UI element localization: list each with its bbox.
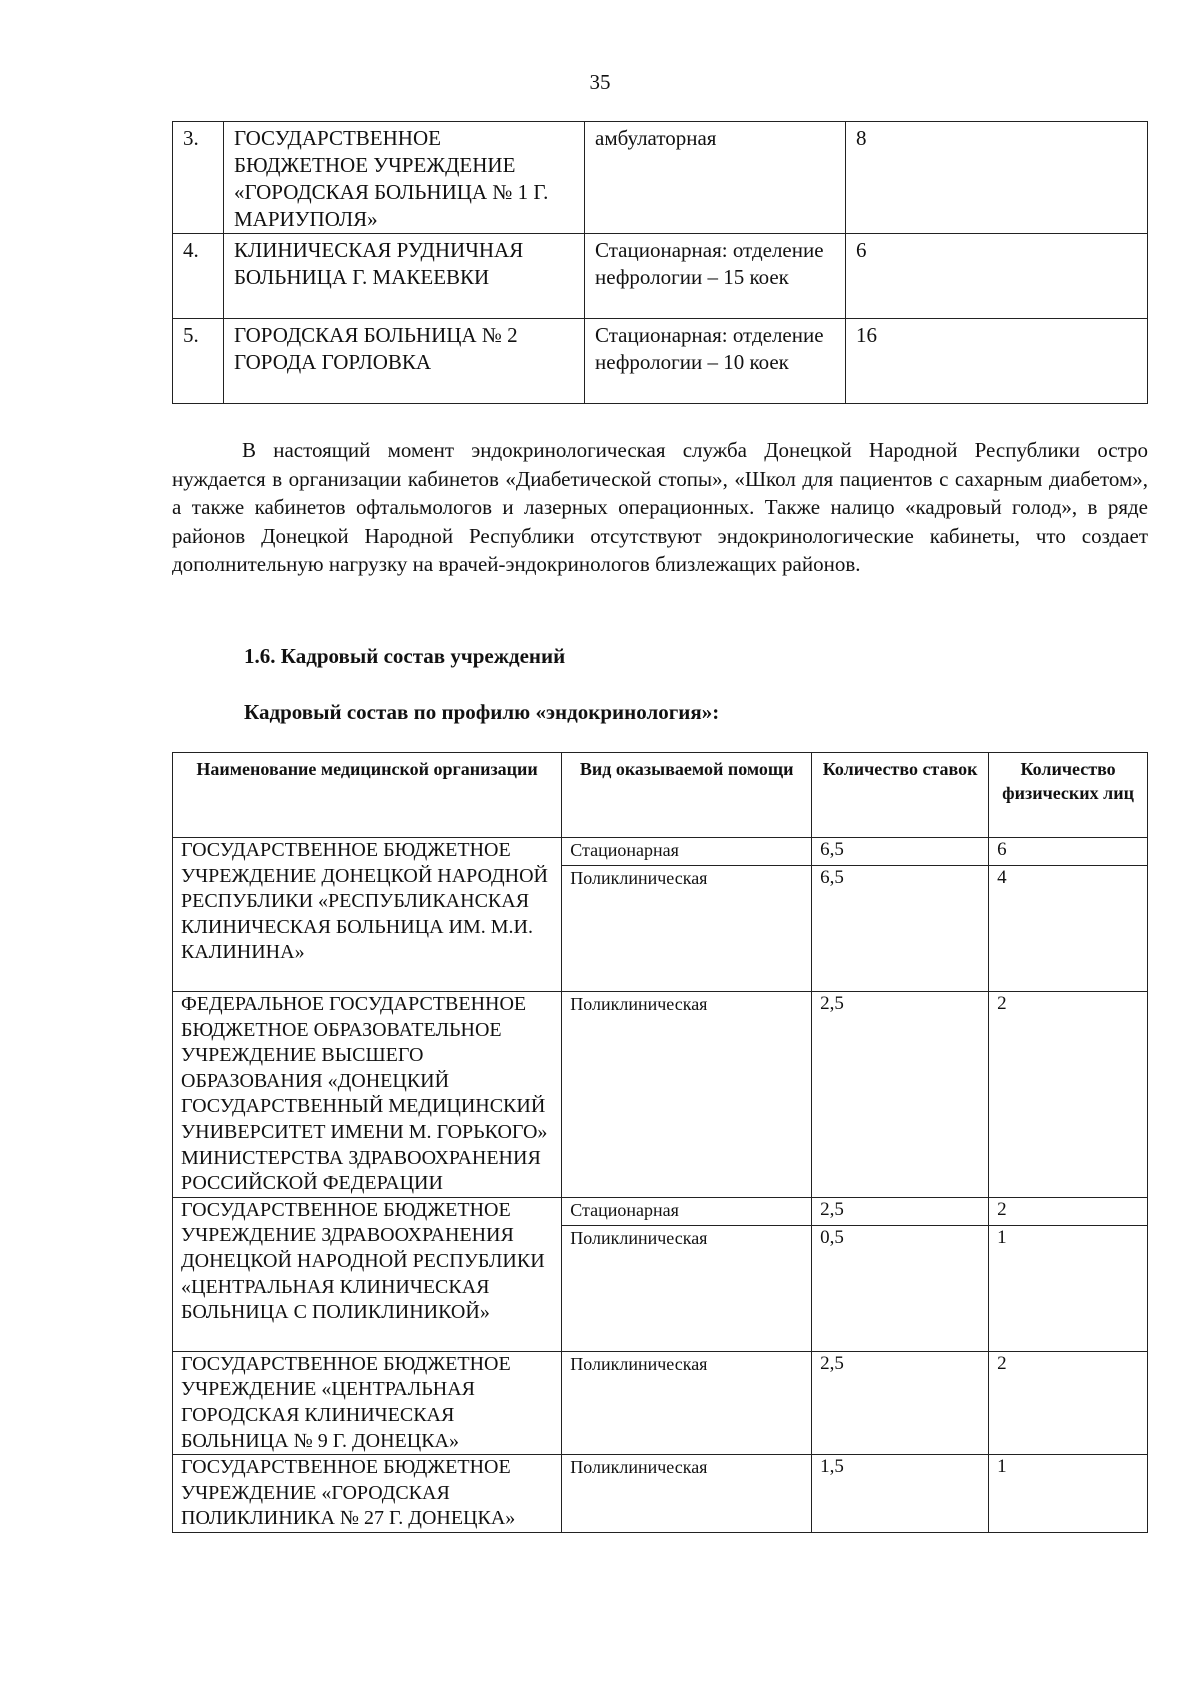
care-type: Стационарная: отделение нефрологии – 15 коек bbox=[585, 234, 846, 319]
institution-name: КЛИНИЧЕСКАЯ РУДНИЧНАЯ БОЛЬНИЦА Г. МАКЕЕВКИ bbox=[224, 234, 585, 319]
org-name: ГОСУДАРСТВЕННОЕ БЮДЖЕТНОЕ УЧРЕЖДЕНИЕ «ГОРОДСКАЯ ПОЛИКЛИНИКА № 27 Г. ДОНЕЦКА» bbox=[173, 1455, 562, 1533]
care-type: Поликлиническая bbox=[562, 866, 812, 992]
care-type: Стационарная: отделение нефрологии – 10 коек bbox=[585, 319, 846, 404]
persons-value: 6 bbox=[989, 838, 1148, 866]
persons-value: 1 bbox=[989, 1225, 1148, 1351]
table-row bbox=[173, 992, 1148, 1198]
care-type: Поликлиническая bbox=[562, 1351, 812, 1454]
care-type: амбулаторная bbox=[585, 122, 846, 234]
row-number: 3. bbox=[173, 122, 224, 234]
staff-table bbox=[172, 752, 1148, 1533]
hospitals-table bbox=[172, 121, 1148, 404]
table-row bbox=[173, 1197, 1148, 1225]
section-heading: 1.6. Кадровый состав учреждений bbox=[244, 644, 566, 668]
rates-value: 2,5 bbox=[812, 992, 989, 1198]
count-value: 8 bbox=[846, 122, 1148, 234]
page-number: 35 bbox=[589, 70, 611, 94]
body-paragraph: В настоящий момент эндокринологическая служба Донецкой Народной Республики остро нуждается в организации кабинетов «Диабетической стопы», «Школ для пациентов с сахарным диабетом», а также кабинетов офтальмологов и лазерных операционных. Также налицо «кадровый голод», в ряде районов Донецкой Народной Республики отсутствуют эндокринологические кабинеты, что создает дополнительную нагрузку на врачей-эндокринологов близлежащих районов. bbox=[172, 438, 1148, 577]
row-number: 4. bbox=[173, 234, 224, 319]
table-caption: Кадровый состав по профилю «эндокринология»: bbox=[244, 700, 720, 724]
table-header-row bbox=[173, 753, 1148, 838]
table-row bbox=[173, 122, 1148, 234]
persons-value: 2 bbox=[989, 1351, 1148, 1454]
persons-value: 2 bbox=[989, 992, 1148, 1198]
care-type: Поликлиническая bbox=[562, 1225, 812, 1351]
header-care: Вид оказываемой помощи bbox=[562, 753, 812, 838]
count-value: 6 bbox=[846, 234, 1148, 319]
rates-value: 2,5 bbox=[812, 1351, 989, 1454]
institution-name: ГОСУДАРСТВЕННОЕ БЮДЖЕТНОЕ УЧРЕЖДЕНИЕ «ГОРОДСКАЯ БОЛЬНИЦА № 1 Г. МАРИУПОЛЯ» bbox=[224, 122, 585, 234]
care-type: Стационарная bbox=[562, 1197, 812, 1225]
rates-value: 1,5 bbox=[812, 1455, 989, 1533]
rates-value: 6,5 bbox=[812, 838, 989, 866]
rates-value: 6,5 bbox=[812, 866, 989, 992]
persons-value: 4 bbox=[989, 866, 1148, 992]
row-number: 5. bbox=[173, 319, 224, 404]
persons-value: 1 bbox=[989, 1455, 1148, 1533]
org-name: ГОСУДАРСТВЕННОЕ БЮДЖЕТНОЕ УЧРЕЖДЕНИЕ «ЦЕНТРАЛЬНАЯ ГОРОДСКАЯ КЛИНИЧЕСКАЯ БОЛЬНИЦА № 9 Г. ДОНЕЦКА» bbox=[173, 1351, 562, 1454]
header-persons: Количество физических лиц bbox=[989, 753, 1148, 838]
table-row bbox=[173, 1351, 1148, 1454]
table-row bbox=[173, 234, 1148, 319]
institution-name: ГОРОДСКАЯ БОЛЬНИЦА № 2 ГОРОДА ГОРЛОВКА bbox=[224, 319, 585, 404]
header-rates: Количество ставок bbox=[812, 753, 989, 838]
table-row bbox=[173, 1455, 1148, 1533]
count-value: 16 bbox=[846, 319, 1148, 404]
org-name: ГОСУДАРСТВЕННОЕ БЮДЖЕТНОЕ УЧРЕЖДЕНИЕ ДОНЕЦКОЙ НАРОДНОЙ РЕСПУБЛИКИ «РЕСПУБЛИКАНСКАЯ КЛИНИЧЕСКАЯ БОЛЬНИЦА ИМ. М.И. КАЛИНИНА» bbox=[173, 838, 562, 992]
org-name: ФЕДЕРАЛЬНОЕ ГОСУДАРСТВЕННОЕ БЮДЖЕТНОЕ ОБРАЗОВАТЕЛЬНОЕ УЧРЕЖДЕНИЕ ВЫСШЕГО ОБРАЗОВАНИЯ «ДОНЕЦКИЙ ГОСУДАРСТВЕННЫЙ МЕДИЦИНСКИЙ УНИВЕРСИТЕТ ИМЕНИ М. ГОРЬКОГО» МИНИСТЕРСТВА ЗДРАВООХРАНЕНИЯ РОССИЙСКОЙ ФЕДЕРАЦИИ bbox=[173, 992, 562, 1198]
rates-value: 2,5 bbox=[812, 1197, 989, 1225]
header-org: Наименование медицинской организации bbox=[173, 753, 562, 838]
org-name: ГОСУДАРСТВЕННОЕ БЮДЖЕТНОЕ УЧРЕЖДЕНИЕ ЗДРАВООХРАНЕНИЯ ДОНЕЦКОЙ НАРОДНОЙ РЕСПУБЛИКИ «ЦЕНТРАЛЬНАЯ КЛИНИЧЕСКАЯ БОЛЬНИЦА С ПОЛИКЛИНИКОЙ» bbox=[173, 1197, 562, 1351]
persons-value: 2 bbox=[989, 1197, 1148, 1225]
rates-value: 0,5 bbox=[812, 1225, 989, 1351]
table-row bbox=[173, 319, 1148, 404]
table-row bbox=[173, 838, 1148, 866]
care-type: Поликлиническая bbox=[562, 992, 812, 1198]
care-type: Стационарная bbox=[562, 838, 812, 866]
care-type: Поликлиническая bbox=[562, 1455, 812, 1533]
